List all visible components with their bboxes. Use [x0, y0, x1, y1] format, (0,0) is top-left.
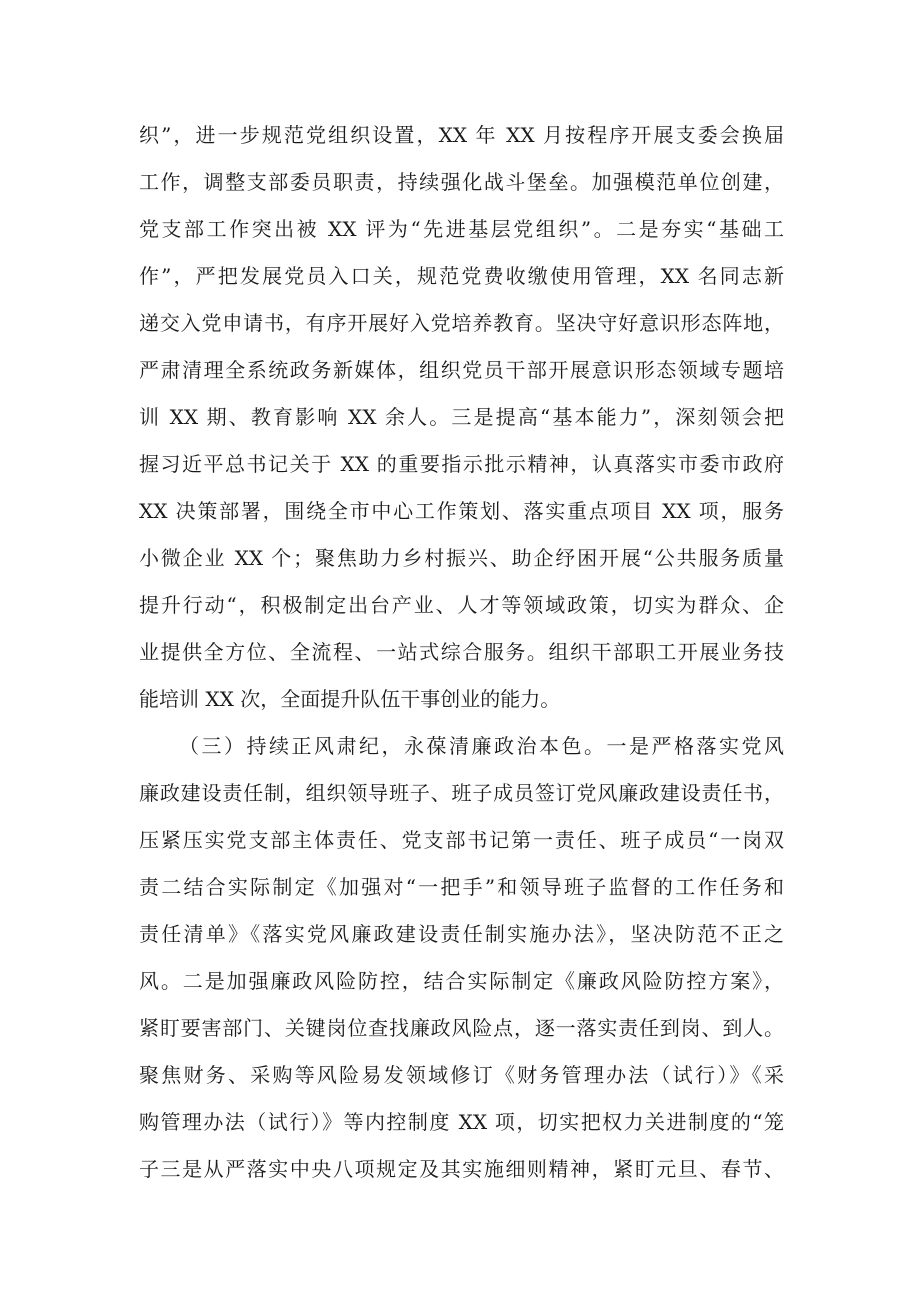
paragraph-1-line-2: 工作，调整支部委员职责，持续强化战斗堡垒。加强模范单位创建， — [139, 170, 784, 194]
paragraph-1-line-12: 业提供全方位、全流程、一站式综合服务。组织干部职工开展业务技 — [139, 640, 784, 664]
paragraph-1-line-8: 握习近平总书记关于 XX 的重要指示批示精神，认真落实市委市政府 — [139, 452, 784, 476]
paragraph-1-line-1: 织”，进一步规范党组织设置，XX 年 XX 月按程序开展支委会换届 — [139, 123, 784, 147]
paragraph-1-line-4: 作”，严把发展党员入口关，规范党费收缴使用管理，XX 名同志新 — [139, 264, 784, 288]
paragraph-1-line-3: 党支部工作突出被 XX 评为“先进基层党组织”。二是夯实“基础工 — [139, 217, 784, 241]
paragraph-1-line-10: 小微企业 XX 个；聚焦助力乡村振兴、助企纾困开展“公共服务质量 — [139, 546, 784, 570]
paragraph-2-line-3: 压紧压实党支部主体责任、党支部书记第一责任、班子成员“一岗双 — [139, 828, 784, 852]
paragraph-1-line-6: 严肃清理全系统政务新媒体，组织党员干部开展意识形态领域专题培 — [139, 358, 784, 382]
paragraph-1-line-9: XX 决策部署，围绕全市中心工作策划、落实重点项目 XX 项，服务 — [139, 499, 784, 523]
paragraph-2-line-6: 风。二是加强廉政风险防控，结合实际制定《廉政风险防控方案》， — [139, 969, 784, 993]
paragraph-2-line-10: 子三是从严落实中央八项规定及其实施细则精神，紧盯元旦、春节、 — [139, 1157, 784, 1181]
paragraph-2-line-8: 聚焦财务、采购等风险易发领域修订《财务管理办法（试行）》《采 — [139, 1063, 784, 1087]
paragraph-2-line-2: 廉政建设责任制，组织领导班子、班子成员签订党风廉政建设责任书， — [139, 781, 784, 805]
paragraph-1-line-11: 提升行动“，积极制定出台产业、人才等领域政策，切实为群众、企 — [139, 593, 784, 617]
paragraph-2-line-1: （三）持续正风肃纪，永葆清廉政治本色。一是严格落实党风 — [179, 734, 784, 758]
paragraph-1-line-7: 训 XX 期、教育影响 XX 余人。三是提高“基本能力”，深刻领会把 — [139, 405, 784, 429]
paragraph-2-line-7: 紧盯要害部门、关键岗位查找廉政风险点，逐一落实责任到岗、到人。 — [139, 1016, 784, 1040]
paragraph-1-line-13: 能培训 XX 次，全面提升队伍干事创业的能力。 — [139, 687, 561, 711]
paragraph-2-line-5: 责任清单》《落实党风廉政建设责任制实施办法》，坚决防范不正之 — [139, 922, 784, 946]
paragraph-1-line-5: 递交入党申请书，有序开展好入党培养教育。坚决守好意识形态阵地， — [139, 311, 784, 335]
paragraph-2-line-9: 购管理办法（试行）》等内控制度 XX 项，切实把权力关进制度的“笼 — [139, 1110, 784, 1134]
paragraph-2-line-4: 责二结合实际制定《加强对“一把手”和领导班子监督的工作任务和 — [139, 875, 784, 899]
